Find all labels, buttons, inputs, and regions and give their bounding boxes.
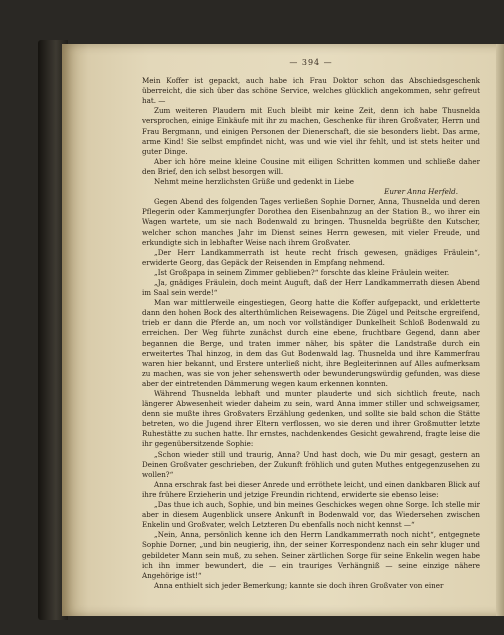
paragraph: Man war mittlerweile eingestiegen, Georg hatte die Koffer aufgepackt, und erkletterte dann den hohen Bock des alterthümlichen Reisewagens. Die Zügel und Peitsche ergreifend, trieb er dann die Pferde an, um noch vor vollständiger Dunkelheit Schloß Bodenwald zu erreichen. Der Weg führte zunächst durch eine ebene, fruchtbare Gegend, dann aber begannen die Berge, und traten immer näher, bis später die Landstraße durch ein erweitertes Thal hinzog, in dem das Gut Bodenwald lag. Thusnelda und ihre Kammerfrau waren hier bekannt, und Erstere unterließ nicht, ihre Begleiterinnen auf Alles aufmerksam zu machen, was sie von jeher sehenswerth oder bewunderungswürdig gefunden, was diese aber der eintretenden Dämmerung wegen kaum erkennen konnten. xyxy=(142,298,480,388)
paragraph: „Schon wieder still und traurig, Anna? Und hast doch, wie Du mir gesagt, gestern an Deinen Großvater geschrieben, der Zukunft fröhlich und guten Muthes entgegenzusehen zu wollen?“ xyxy=(142,449,480,479)
paragraph: Während Thusnelda lebhaft und munter plauderte und sich sichtlich freute, nach längerer Abwesenheit wieder daheim zu sein, ward Anna immer stiller und schweigsamer, denn sie mußte ihres Großvaters Erzählung gedenken, und sollte sie bald schon die Stätte betreten, wo die Jugend ihrer Eltern verflossen, wo sie deren und ihrer Großmutter letzte Ruhestätte zu suchen hatte. Ihr ernstes, nachdenkendes Gesicht gewahrend, fragte leise die ihr gegenübersitzende Sophie: xyxy=(142,389,480,449)
page-text xyxy=(142,58,480,612)
page-number: — 394 — xyxy=(289,58,333,67)
page-edge xyxy=(496,44,504,616)
paragraph: „Der Herr Landkammerrath ist heute recht frisch gewesen, gnädiges Fräulein“, erwiderte Georg, das Gepäck der Reisenden in Empfang nehmend. xyxy=(142,247,480,267)
paragraph: Gegen Abend des folgenden Tages verließen Sophie Dorner, Anna, Thusnelda und deren Pflegerin oder Kammerjungfer Dorothea den Eisenbahnzug an der Station B., wo ihrer ein Wagen wartete, um sie nach Bodenwald zu bringen. Thusnelda begrüßte den Kutscher, welcher schon manches Jahr im Dienst seines Herrn gewesen, mit vieler Freude, und erkundigte sich in lebhafter Weise nach ihrem Großvater. xyxy=(142,197,480,247)
paragraph: „Ja, gnädiges Fräulein, doch meint Auguft, daß der Herr Landkammerrath diesen Abend im Saal sein werde!“ xyxy=(142,277,480,298)
paragraph: Mein Koffer ist gepackt, auch habe ich Frau Doktor schon das Abschiedsgeschenk überreicht, die sich über das schöne Service, welches glücklich angekommen, sehr gefreut hat. — xyxy=(142,76,480,106)
paragraph: Aber ich höre meine kleine Cousine mit eiligen Schritten kommen und schließe daher den Brief, den ich selbst besorgen will. xyxy=(142,156,480,176)
paragraph: „Ist Großpapa in seinem Zimmer geblieben?“ forschte das kleine Fräulein weiter. xyxy=(154,267,450,277)
paragraph: Nehmt meine herzlichsten Grüße und gedenkt in Liebe xyxy=(154,177,355,187)
paragraph: „Das thue ich auch, Sophie, und bin meines Geschickes wegen ohne Sorge. Ich stelle mir aber in diesem Augenblick unsere Ankunft in Bodenwald vor, das Wiedersehen zwischen Enkelin und Großvater, welch Letzteren Du ebenfalls noch nicht kennst —“ xyxy=(142,500,480,530)
paragraph: Zum weiteren Plaudern mit Euch bleibt mir keine Zeit, denn ich habe Thusnelda versprochen, einige Einkäufe mit ihr zu machen, Geschenke für ihren Großvater, Herrn und Frau Bergmann, und einigen Personen der Dienerschaft, die sie besonders liebt. Das arme, arme Kind! Sie selbst empfindet nicht, was und wie viel ihr fehlt, und ist stets heiter und guter Dinge. xyxy=(142,106,480,156)
paragraph: „Nein, Anna, persönlich kenne ich den Herrn Landkammerrath noch nicht“, entgegnete Sophie Dorner, „und bin neugierig, ihn, der seiner Korrespondenz nach ein sehr kluger und gebildeter Mann sein muß, zu sehen. Seiner zärtlichen Sorge für seine Enkelin wegen habe ich ihn immer bewundert, die — ein trauriges Verhängniß — seine einzige nähere Angehörige ist!“ xyxy=(142,530,480,580)
paragraph: Anna enthielt sich jeder Bemerkung; kannte sie doch ihren Großvater von einer xyxy=(154,580,444,590)
letter-signature: Eurer Anna Herfeld. xyxy=(384,187,458,197)
paragraph: Anna erschrak fast bei dieser Anrede und erröthete leicht, und einen dankbaren Blick auf ihre frühere Erzieherin und jetzige Freundin richtend, erwiderte sie ebenso leise: xyxy=(142,479,480,499)
